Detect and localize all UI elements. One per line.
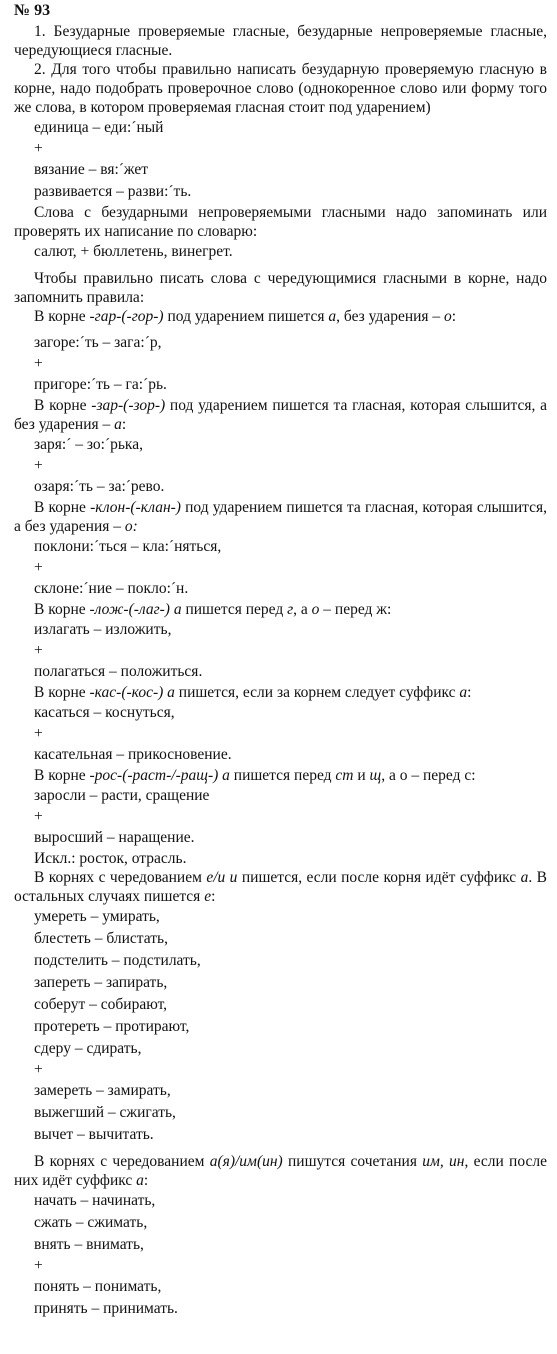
plus-sign: + (34, 140, 43, 157)
example-line: вязание – вя:´жет (34, 161, 149, 178)
item-2: 2. Для того чтобы правильно написать безударную проверяемую гласную в корне, надо подобрать проверочное слово (однокоренное слово или форму того же слова, в котором проверяемая гласная стоит под ударением) (14, 61, 547, 116)
example-line: единица – еди:´ный (34, 119, 164, 136)
example-line: протереть – протирают, (34, 1018, 190, 1035)
example-line: умереть – умирать, (34, 908, 160, 925)
plus-sign: + (34, 457, 43, 474)
rule-text: В корнях с чередованием е/и и пишется, если после корня идёт суффикс а. В остальных случаях пишется е: (14, 869, 547, 905)
rule-text: В корне -зар-(-зор-) под ударением пишется та гласная, которая слышится, а без ударения – а: (14, 397, 547, 433)
example-line: озаря:´ть – за:´рево. (34, 478, 165, 495)
example-line: выжегший – сжигать, (34, 1104, 176, 1121)
example-line: соберут – собирают, (34, 996, 168, 1013)
plus-sign: + (34, 642, 43, 659)
example-line: блестеть – блистать, (34, 930, 168, 947)
example-line: сжать – сжимать, (34, 1214, 148, 1231)
example-line: касательная – прикосновение. (34, 746, 232, 763)
example-line: загоре:´ть – зага:´р, (34, 334, 162, 351)
example-line: развивается – разви:´ть. (34, 183, 192, 200)
example-line: вычет – вычитать. (34, 1126, 154, 1143)
item-1: 1. Безударные проверяемые гласные, безударные непроверяемые гласные, чередующиеся гласные. (14, 23, 547, 59)
unchecked-rule: Слова с безударными непроверяемыми гласными надо запоминать или проверять их написание по словарю: (14, 204, 547, 240)
example-line: касаться – коснуться, (34, 704, 175, 721)
example-line: начать – начинать, (34, 1192, 156, 1209)
rule-text: В корне -гар-(-гор-) под ударением пишется а, без ударения – о: (34, 308, 457, 325)
exception-note: Искл.: росток, отрасль. (34, 850, 187, 867)
plus-sign: + (34, 1257, 43, 1274)
example-line: полагаться – положиться. (34, 663, 203, 680)
example-line: принять – принимать. (34, 1300, 178, 1317)
rule-text: В корне -кас-(-кос-) а пишется, если за корнем следует суффикс а: (34, 684, 472, 701)
rule-text: В корне -клон-(-клан-) под ударением пишется та гласная, которая слышится, а без ударения – о: (14, 499, 547, 535)
plus-sign: + (34, 808, 43, 825)
example-line: выросший – наращение. (34, 829, 195, 846)
plus-sign: + (34, 725, 43, 742)
example-line: поклони:´ться – кла:´няться, (34, 538, 222, 555)
example-line: излагать – изложить, (34, 621, 172, 638)
example-line: запереть – запирать, (34, 974, 168, 991)
alternation-intro: Чтобы правильно писать слова с чередующимися гласными в корне, надо запомнить правила: (14, 270, 547, 306)
example-line: подстелить – подстилать, (34, 952, 201, 969)
example-line: заросли – расти, сращение (34, 787, 210, 804)
plus-sign: + (34, 1061, 43, 1078)
example-line: замереть – замирать, (34, 1082, 171, 1099)
example-line: заря:´ – зо:´рька, (34, 436, 143, 453)
example-line: понять – понимать, (34, 1278, 162, 1295)
problem-number: № 93 (14, 2, 51, 19)
unchecked-examples: салют, + бюллетень, винегрет. (34, 243, 233, 260)
example-line: внять – внимать, (34, 1236, 144, 1253)
rule-text: В корне -рос-(-раст-/-ращ-) а пишется перед ст и щ, а о – перед с: (34, 767, 476, 784)
rule-text: В корнях с чередованием а(я)/им(ин) пишутся сочетания им, ин, если после них идёт суффикс а: (14, 1153, 547, 1189)
plus-sign: + (34, 559, 43, 576)
example-line: склоне:´ние – покло:´н. (34, 580, 189, 597)
example-line: сдеру – сдирать, (34, 1040, 142, 1057)
rule-text: В корне -лож-(-лаг-) а пишется перед г, а о – перед ж: (34, 601, 392, 618)
plus-sign: + (34, 355, 43, 372)
example-line: пригоре:´ть – га:´рь. (34, 376, 167, 393)
